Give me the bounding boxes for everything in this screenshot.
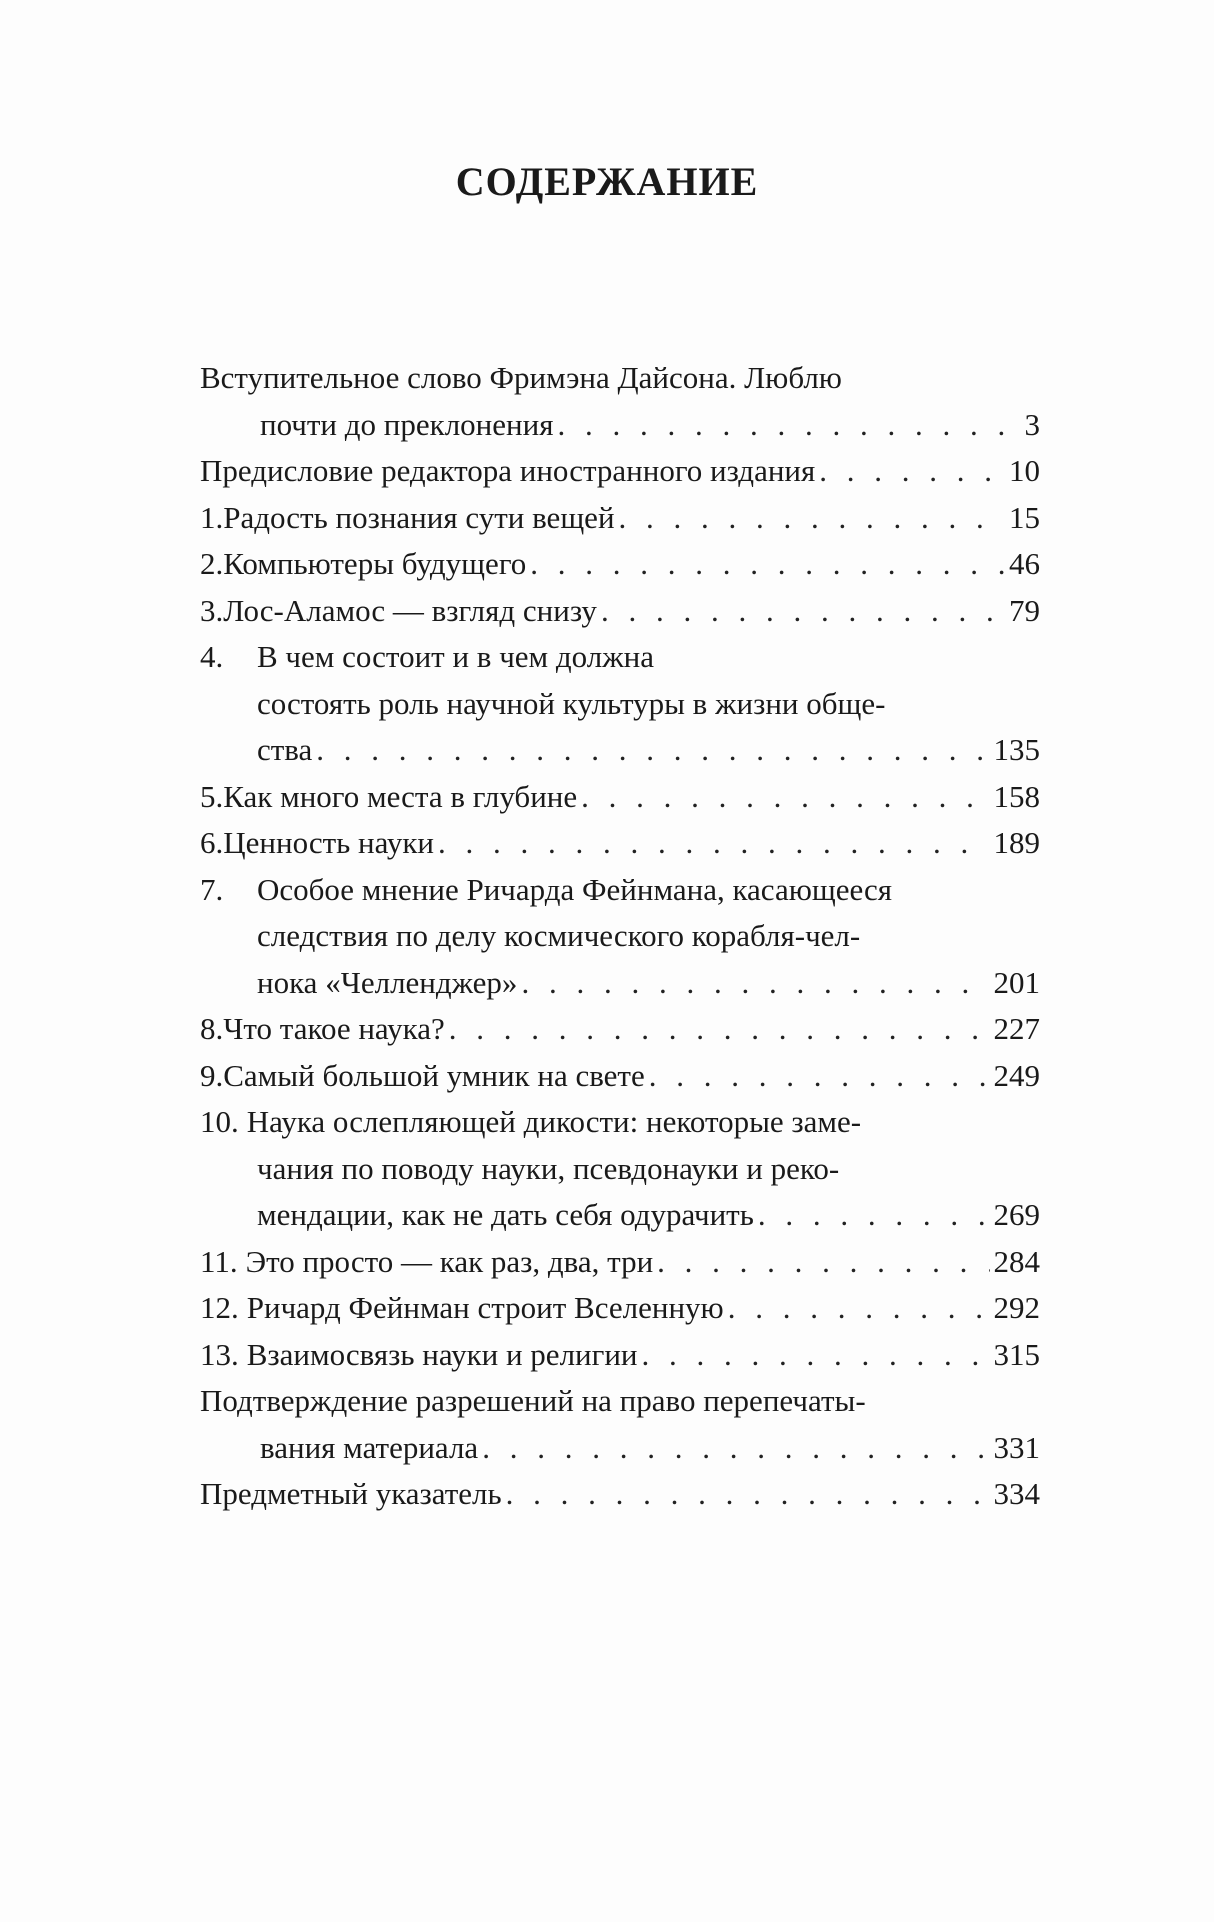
toc-page-number: 15 xyxy=(1009,499,1040,535)
toc-entry-text: Предметный указатель xyxy=(200,1476,502,1511)
toc-entry-text: Что такое наука? xyxy=(223,1011,445,1046)
toc-entry-last-line xyxy=(200,1285,1040,1332)
dot-leader xyxy=(642,1332,990,1379)
toc-entry xyxy=(200,1053,1040,1100)
toc-entry-text: ства xyxy=(257,732,313,767)
toc-entry-text: Взаимосвязь науки и религии xyxy=(246,1336,638,1372)
toc-entry-line xyxy=(200,1099,1040,1146)
toc-page-number: 227 xyxy=(993,1011,1040,1046)
toc-page-number: 201 xyxy=(993,964,1040,1000)
toc-entry-text: почти до преклонения xyxy=(260,406,554,442)
toc-entry-number: 2. xyxy=(200,546,224,581)
toc-entry-text: Предисловие редактора иностранного издания xyxy=(200,453,816,488)
toc-entry-number: 12. xyxy=(200,1290,239,1325)
toc-entry-last-line xyxy=(200,1192,1040,1239)
dot-leader xyxy=(819,448,1005,495)
toc-entry-last-line xyxy=(200,541,1040,588)
toc-entry xyxy=(200,448,1040,495)
toc-entry xyxy=(200,774,1040,821)
toc-entry-text: Подтверждение разрешений на право перепечаты- xyxy=(200,1383,866,1418)
toc-page-number: 3 xyxy=(1024,406,1040,442)
toc-entry-last-line xyxy=(200,1425,1040,1472)
toc-entry xyxy=(200,1006,1040,1053)
toc-entry-number: 4. xyxy=(200,639,224,674)
toc-entry-line xyxy=(200,1146,1040,1193)
toc-entry-last-line xyxy=(200,1332,1040,1379)
toc-entry-last-line xyxy=(200,727,1040,774)
toc-page-number: 135 xyxy=(993,732,1040,767)
toc-entry-text: Радость познания сути вещей xyxy=(223,499,615,535)
page-title: СОДЕРЖАНИЕ xyxy=(455,159,759,204)
dot-leader xyxy=(506,1471,990,1518)
dot-leader xyxy=(530,541,1005,588)
toc-entry-text: Лос-Аламос — взгляд снизу xyxy=(223,592,597,628)
dot-leader xyxy=(601,588,1005,635)
toc-entry-text: В чем состоит и в чем должна xyxy=(257,639,655,674)
dot-leader xyxy=(557,402,1020,449)
toc-entry-number: 6. xyxy=(200,825,224,860)
toc-entry-last-line xyxy=(200,1471,1040,1518)
toc-entry-last-line xyxy=(200,588,1040,635)
toc-entry xyxy=(200,355,1040,448)
toc-entry-number: 3. xyxy=(200,592,224,628)
toc-page-number: 249 xyxy=(993,1057,1040,1093)
toc-entry-text: состоять роль научной культуры в жизни обще- xyxy=(257,685,886,721)
dot-leader xyxy=(521,960,989,1007)
toc-entry xyxy=(200,634,1040,774)
toc-entry-last-line xyxy=(200,402,1040,449)
toc-entry-number: 5. xyxy=(200,778,224,814)
toc-page-number: 158 xyxy=(993,778,1040,814)
toc-entry-last-line xyxy=(200,1053,1040,1100)
toc-entry-text: нока «Челленджер» xyxy=(257,964,518,1000)
toc-entry xyxy=(200,1285,1040,1332)
toc-entry-number: 10. xyxy=(200,1104,239,1139)
toc-entry xyxy=(200,588,1040,635)
dot-leader xyxy=(449,1006,990,1053)
dot-leader xyxy=(758,1192,990,1239)
table-of-contents xyxy=(200,355,1040,1518)
toc-entry-text: Ричард Фейнман строит Вселенную xyxy=(246,1290,724,1325)
toc-entry-last-line xyxy=(200,495,1040,542)
toc-entry-text: Компьютеры будущего xyxy=(223,546,527,581)
toc-entry xyxy=(200,820,1040,867)
toc-entry xyxy=(200,867,1040,1007)
toc-entry-last-line xyxy=(200,1239,1040,1286)
toc-entry-number: 8. xyxy=(200,1011,224,1046)
toc-page-number: 292 xyxy=(993,1290,1040,1325)
toc-page-number: 315 xyxy=(993,1336,1040,1372)
toc-page-number: 79 xyxy=(1009,592,1040,628)
toc-entry xyxy=(200,541,1040,588)
toc-page-number: 284 xyxy=(993,1243,1040,1279)
toc-entry-last-line xyxy=(200,820,1040,867)
toc-entry-last-line xyxy=(200,774,1040,821)
toc-entry xyxy=(200,1332,1040,1379)
toc-entry-text: Вступительное слово Фримэна Дайсона. Люблю xyxy=(200,360,842,395)
toc-entry-line xyxy=(200,1378,1040,1425)
toc-entry-text: чания по поводу науки, псевдонауки и реко- xyxy=(257,1150,840,1186)
toc-page-number: 269 xyxy=(993,1197,1040,1232)
toc-entry-line xyxy=(200,634,1040,681)
dot-leader xyxy=(482,1425,989,1472)
toc-entry-text: мендации, как не дать себя одурачить xyxy=(257,1197,754,1232)
toc-entry xyxy=(200,495,1040,542)
toc-page-number: 46 xyxy=(1009,546,1040,581)
toc-page-number: 331 xyxy=(993,1429,1040,1465)
toc-entry-last-line xyxy=(200,1006,1040,1053)
toc-entry-text: Как много места в глубине xyxy=(223,778,578,814)
toc-entry-text: Наука ослепляющей дикости: некоторые заме- xyxy=(246,1104,862,1139)
toc-entry-number: 9. xyxy=(200,1057,224,1093)
toc-entry-line xyxy=(200,867,1040,914)
toc-entry-text: Ценность науки xyxy=(223,825,434,860)
dot-leader xyxy=(728,1285,990,1332)
dot-leader xyxy=(438,820,990,867)
dot-leader xyxy=(316,727,989,774)
dot-leader xyxy=(657,1239,989,1286)
toc-entry-text: Это просто — как раз, два, три xyxy=(245,1243,654,1279)
toc-entry-number: 1. xyxy=(200,499,224,535)
toc-entry xyxy=(200,1239,1040,1286)
toc-entry-text: Самый большой умник на свете xyxy=(223,1057,645,1093)
toc-entry-number: 7. xyxy=(200,871,224,907)
toc-page-number: 189 xyxy=(993,825,1040,860)
toc-entry-text: вания материала xyxy=(260,1429,479,1465)
toc-entry-last-line xyxy=(200,960,1040,1007)
toc-entry xyxy=(200,1378,1040,1471)
toc-entry-line xyxy=(200,913,1040,960)
toc-entry xyxy=(200,1471,1040,1518)
toc-entry-text: следствия по делу космического корабля-чел- xyxy=(257,918,861,953)
toc-entry xyxy=(200,1099,1040,1239)
dot-leader xyxy=(619,495,1005,542)
toc-entry-number: 13. xyxy=(200,1336,239,1372)
toc-entry-line xyxy=(200,355,1040,402)
toc-entry-text: Особое мнение Ричарда Фейнмана, касающееся xyxy=(257,871,893,907)
toc-entry-number: 11. xyxy=(200,1243,238,1279)
dot-leader xyxy=(581,774,989,821)
toc-page-number: 334 xyxy=(993,1476,1040,1511)
dot-leader xyxy=(649,1053,990,1100)
toc-entry-line xyxy=(200,681,1040,728)
toc-entry-last-line xyxy=(200,448,1040,495)
toc-page-number: 10 xyxy=(1009,453,1040,488)
